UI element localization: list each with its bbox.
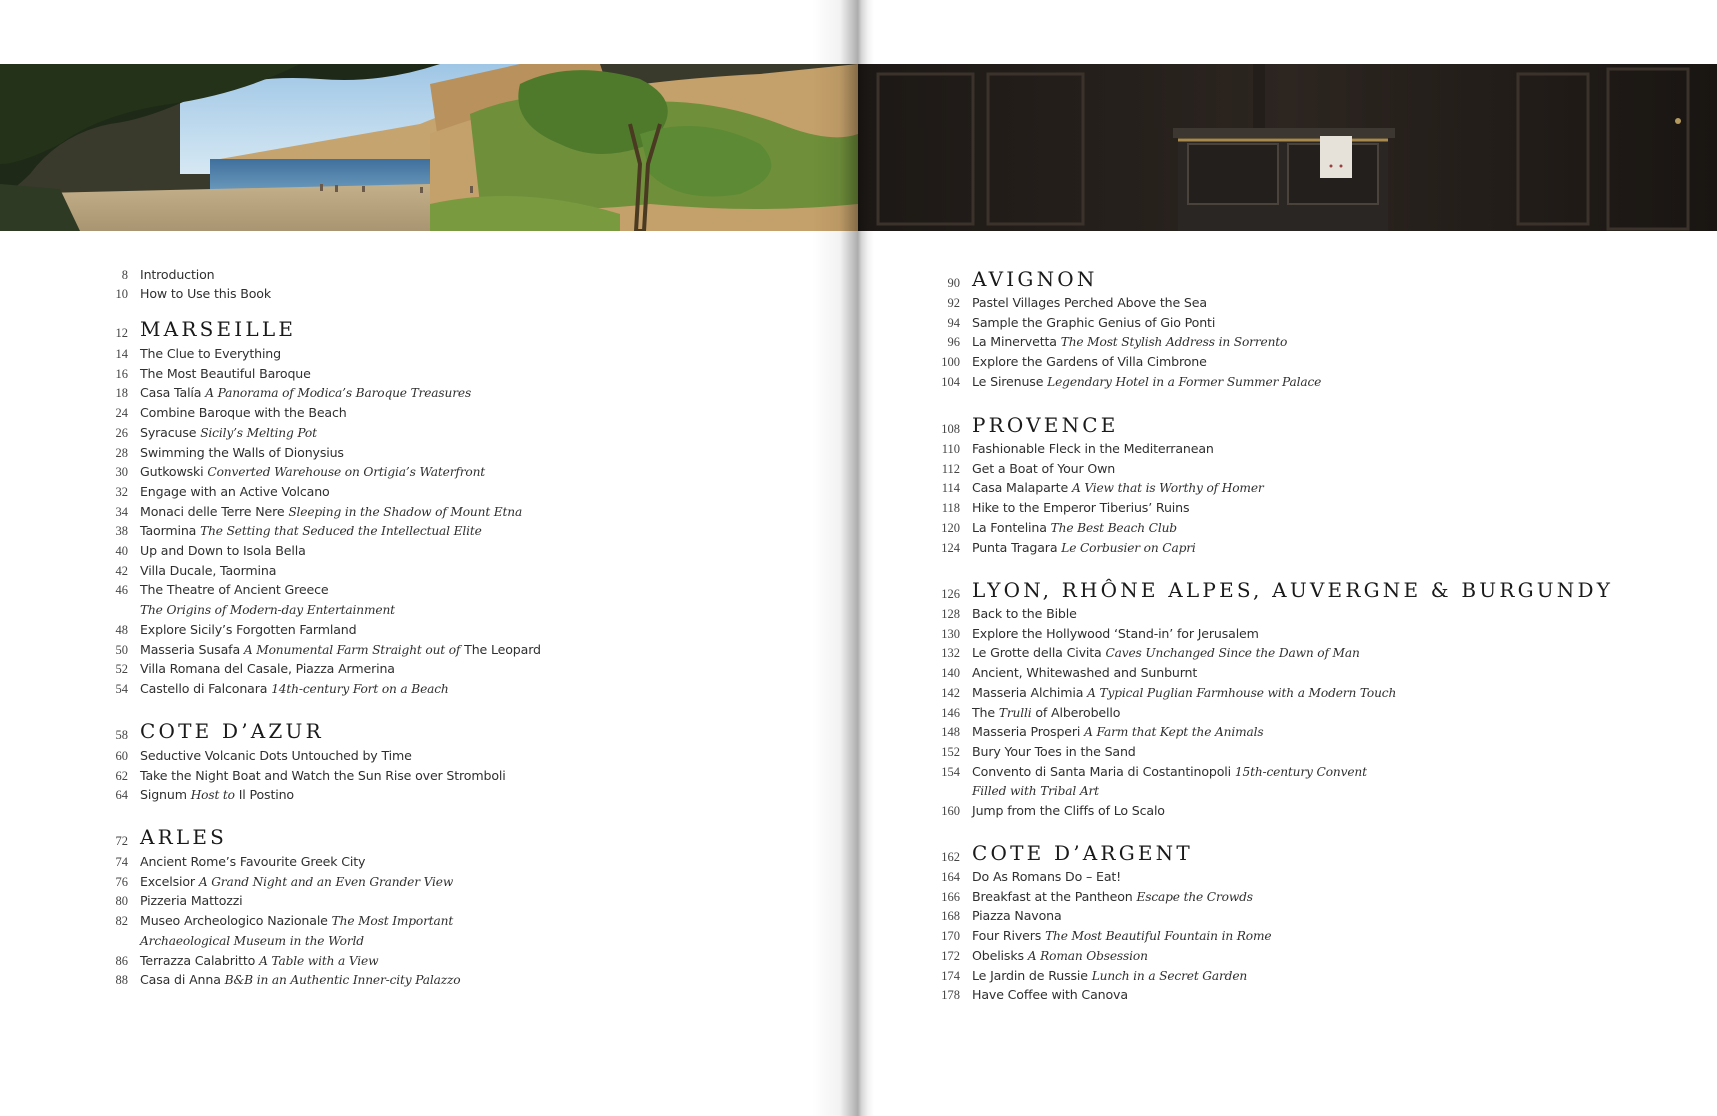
entry-title-text: Museo Archeologico Nazionale <box>140 913 328 929</box>
entry-title-text: La Fontelina <box>972 519 1047 535</box>
entry-title-text: Excelsior <box>140 873 195 889</box>
entry-subtitle: A Typical Puglian Farmhouse with a Modern Touch <box>1087 685 1397 700</box>
entry-title-text: Masseria Prosperi <box>972 724 1081 740</box>
page-number: 114 <box>941 481 960 496</box>
page-number: 160 <box>941 804 960 818</box>
entry-title-text: Up and Down to Isola Bella <box>140 543 306 558</box>
section-title: AVIGNON <box>972 267 1098 291</box>
page-number: 16 <box>115 366 128 381</box>
entry-title <box>972 722 1263 742</box>
entry-title-text: Ancient, Whitewashed and Sunburnt <box>972 665 1198 681</box>
page-number: 42 <box>115 563 128 578</box>
entry-subtitle: Host to <box>190 788 235 803</box>
page-number: 40 <box>115 544 128 558</box>
entry-title-text: Ancient Rome’s Favourite Greek City <box>140 854 366 869</box>
entry-title-text: Masseria Susafa <box>140 641 241 657</box>
entry-title <box>140 659 395 679</box>
entry-title-text: Explore the Hollywood ‘Stand-in’ for Jerusalem <box>972 625 1259 641</box>
entry-title-text: Gutkowski <box>140 464 204 480</box>
entry-subtitle: A Table with a View <box>259 953 379 968</box>
entry-title <box>972 352 1207 372</box>
entry-title-text: Get a Boat of Your Own <box>972 460 1116 476</box>
page-number: 88 <box>115 973 128 988</box>
page-number: 14 <box>115 347 128 361</box>
entry-subtitle: A View that is Worthy of Homer <box>1071 481 1264 496</box>
page-number: 64 <box>115 788 128 803</box>
page-number: 96 <box>947 335 960 350</box>
entry-title-text: Explore Sicily’s Forgotten Farmland <box>140 621 357 637</box>
entry-subtitle: Caves Unchanged Since the Dawn of Man <box>1105 646 1360 661</box>
entry-title-text: Convento di Santa Maria di Costantinopoli <box>972 763 1232 779</box>
page-number: 50 <box>115 642 128 657</box>
entry-title-text: Masseria Alchimia <box>972 684 1084 700</box>
entry-title <box>140 785 294 805</box>
entry-title-text: Take the Night Boat and Watch the Sun Rise over Stromboli <box>140 767 506 783</box>
entry-title: How to Use this Book <box>140 286 271 301</box>
entry-title-text: Villa Ducale, Taormina <box>140 562 277 578</box>
entry-title-text: Jump from the Cliffs of Lo Scalo <box>972 803 1165 818</box>
entry-title <box>140 482 330 502</box>
section-page-number: 72 <box>115 834 128 848</box>
entry-title-text: Hike to the Emperor Tiberius’ Ruins <box>972 500 1190 516</box>
entry-title-text: Piazza Navona <box>972 908 1062 924</box>
page-number: 34 <box>115 504 128 519</box>
page-number: 110 <box>941 442 960 456</box>
entry-title <box>140 620 356 640</box>
page-number: 164 <box>941 870 960 884</box>
entry-title <box>140 911 453 931</box>
entry-subtitle: Trulli <box>998 705 1032 720</box>
entry-subtitle: A Grand Night and an Even Grander View <box>198 874 454 889</box>
entry-title <box>972 926 1271 946</box>
entry-title <box>972 538 1196 558</box>
entry-subtitle-continued: Archaeological Museum in the World <box>140 933 364 948</box>
section-page-number: 162 <box>941 850 960 864</box>
page-number: 120 <box>941 520 960 535</box>
entry-subtitle: 14th-century Fort on a Beach <box>271 681 449 696</box>
page-number: 24 <box>115 406 128 421</box>
entry-title <box>140 746 412 766</box>
entry-title-text: Combine Baroque with the Beach <box>140 405 347 421</box>
page-number: 118 <box>941 501 960 516</box>
page-number: 94 <box>947 315 960 330</box>
entry-title <box>972 683 1396 703</box>
entry-title <box>140 423 317 443</box>
page-number: 28 <box>115 445 128 460</box>
section-page-number: 126 <box>941 587 960 601</box>
page-number: 46 <box>115 583 128 598</box>
page-number: 112 <box>941 461 960 476</box>
entry-subtitle: A Monumental Farm Straight out of <box>243 642 461 657</box>
page-number: 74 <box>115 855 128 869</box>
section-title: LYON, RHÔNE ALPES, AUVERGNE & BURGUNDY <box>972 578 1614 602</box>
page-number: 54 <box>115 681 128 696</box>
entry-title <box>972 439 1214 459</box>
entry-title <box>140 951 378 971</box>
page-number: 128 <box>941 607 960 621</box>
entry-title-text: Casa Talía <box>140 385 202 401</box>
entry-title-text: Punta Tragara <box>972 539 1058 555</box>
entry-title-text: Syracuse <box>140 424 197 440</box>
entry-title <box>972 643 1360 663</box>
entry-subtitle: The Best Beach Club <box>1050 520 1177 535</box>
entry-title-text: Back to the Bible <box>972 606 1077 621</box>
entry-title <box>972 293 1207 313</box>
page-number: 140 <box>941 666 960 681</box>
entry-title-text: Engage with an Active Volcano <box>140 483 330 499</box>
entry-title <box>972 742 1136 762</box>
entry-title-text: The Theatre of Ancient Greece <box>140 582 329 598</box>
entry-title-text: The Clue to Everything <box>140 346 281 361</box>
entry-title-text: Villa Romana del Casale, Piazza Armerina <box>140 661 395 677</box>
entry-subtitle: The Most Important <box>331 914 454 929</box>
entry-title <box>972 604 1077 624</box>
page-number: 82 <box>115 914 128 929</box>
entry-subtitle: Escape the Crowds <box>1136 889 1253 904</box>
section-title: PROVENCE <box>972 413 1119 437</box>
page-number: 154 <box>941 764 960 779</box>
entry-title <box>972 372 1321 392</box>
entry-title <box>140 502 522 522</box>
entry-title-text: Have Coffee with Canova <box>972 987 1128 1003</box>
entry-title-text: Terrazza Calabritto <box>140 952 256 968</box>
page-number: 8 <box>121 268 128 282</box>
entry-subtitle: The Setting that Seduced the Intellectual Elite <box>200 524 482 539</box>
entry-title <box>972 887 1253 907</box>
entry-title <box>972 313 1215 333</box>
entry-title <box>140 383 471 403</box>
entry-title-text: Four Rivers <box>972 928 1042 944</box>
entry-title-text: Le Jardin de Russie <box>972 967 1088 983</box>
entry-title <box>140 462 485 482</box>
entry-subtitle: 15th-century Convent <box>1234 764 1367 779</box>
entry-title <box>140 364 311 384</box>
entry-title-text: Swimming the Walls of Dionysius <box>140 444 344 460</box>
entry-subtitle: Legendary Hotel in a Former Summer Palace <box>1047 374 1322 389</box>
entry-title <box>140 872 453 892</box>
entry-subtitle-continued: The Origins of Modern-day Entertainment <box>140 603 395 618</box>
page-number: 168 <box>941 909 960 924</box>
page-number: 10 <box>115 287 128 301</box>
section-title: COTE D’AZUR <box>140 719 324 743</box>
entry-title <box>972 801 1165 821</box>
page-number: 100 <box>941 355 960 370</box>
page-number: 124 <box>941 540 960 555</box>
entry-title-text: The Most Beautiful Baroque <box>140 365 311 381</box>
entry-title-text: Fashionable Fleck in the Mediterranean <box>972 441 1214 456</box>
page-number: 146 <box>941 705 960 720</box>
page-number: 170 <box>941 929 960 944</box>
entry-subtitle: Sicily’s Melting Pot <box>200 425 317 440</box>
cove-photo <box>0 64 858 231</box>
entry-title <box>972 332 1287 352</box>
entry-subtitle: Lunch in a Secret Garden <box>1091 968 1248 983</box>
page-number: 104 <box>941 374 960 389</box>
page-number: 86 <box>115 953 128 968</box>
entry-title <box>972 459 1115 479</box>
entry-title-text: Le Grotte della Civita <box>972 645 1102 661</box>
page-number: 132 <box>941 646 960 661</box>
entry-title <box>972 478 1264 498</box>
entry-title <box>140 521 482 541</box>
page-number: 18 <box>115 386 128 401</box>
page-number: 92 <box>947 296 960 310</box>
page-number: 152 <box>941 744 960 759</box>
entry-title <box>972 867 1121 887</box>
page-number: 32 <box>115 484 128 499</box>
entry-title <box>140 403 347 423</box>
entry-title <box>972 762 1367 782</box>
entry-subtitle: Le Corbusier on Capri <box>1061 540 1196 555</box>
page-number: 62 <box>115 768 128 783</box>
entry-subtitle: A Panorama of Modica’s Baroque Treasures <box>205 386 472 401</box>
entry-subtitle: Sleeping in the Shadow of Mount Etna <box>288 504 523 519</box>
entry-title <box>972 985 1128 1005</box>
section-title: ARLES <box>140 825 228 849</box>
entry-title-text: Breakfast at the Pantheon <box>972 888 1133 904</box>
page-number: 148 <box>941 725 960 740</box>
entry-title-text: La Minervetta <box>972 334 1057 350</box>
entry-subtitle-continued: Filled with Tribal Art <box>972 784 1099 799</box>
entry-title-text: Pizzeria Mattozzi <box>140 893 243 909</box>
entry-title <box>972 624 1259 644</box>
entry-title <box>972 906 1062 926</box>
entry-title-text: Obelisks <box>972 947 1024 963</box>
entry-title-text: Taormina <box>140 523 197 539</box>
entry-title <box>972 946 1148 966</box>
entry-title-text: Sample the Graphic Genius of Gio Ponti <box>972 314 1216 330</box>
entry-title <box>140 561 276 581</box>
entry-title-text: Castello di Falconara <box>140 680 268 696</box>
page-number: 48 <box>115 622 128 637</box>
entry-title-text: The <box>972 704 995 720</box>
page-number: 26 <box>115 425 128 440</box>
entry-title <box>972 703 1120 723</box>
entry-suffix: Il Postino <box>238 787 294 803</box>
page-number: 142 <box>941 685 960 700</box>
entry-title-text: Seductive Volcanic Dots Untouched by Time <box>140 748 412 763</box>
entry-title <box>972 663 1197 683</box>
section-page-number: 12 <box>115 326 128 340</box>
entry-title <box>140 679 449 699</box>
entry-title <box>972 966 1247 986</box>
page-number: 80 <box>115 894 128 909</box>
entry-suffix: of Alberobello <box>1035 704 1121 720</box>
entry-title <box>140 541 306 561</box>
entry-title-text: Casa Malaparte <box>972 480 1069 496</box>
entry-title <box>140 344 281 364</box>
entry-subtitle: The Most Stylish Address in Sorrento <box>1060 335 1288 350</box>
entry-title <box>972 498 1189 518</box>
entry-subtitle: The Most Beautiful Fountain in Rome <box>1045 929 1272 944</box>
entry-subtitle: A Roman Obsession <box>1027 948 1148 963</box>
section-page-number: 58 <box>115 728 128 742</box>
page-number: 178 <box>941 988 960 1003</box>
page-number: 130 <box>941 626 960 641</box>
page-number: 166 <box>941 889 960 904</box>
section-page-number: 90 <box>947 276 960 290</box>
interior-photo <box>858 64 1717 231</box>
entry-title <box>140 970 460 990</box>
entry-title-text: Le Sirenuse <box>972 373 1044 389</box>
entry-title-text: Pastel Villages Perched Above the Sea <box>972 295 1207 310</box>
page-number: 30 <box>115 465 128 480</box>
entry-title-text: Monaci delle Terre Nere <box>140 503 285 519</box>
entry-subtitle: A Farm that Kept the Animals <box>1084 725 1264 740</box>
section-title: MARSEILLE <box>140 317 297 341</box>
entry-title: Introduction <box>140 267 215 282</box>
entry-suffix: The Leopard <box>464 641 541 657</box>
entry-title <box>140 580 328 600</box>
entry-title-text: Signum <box>140 787 187 803</box>
entry-title-text: Do As Romans Do – Eat! <box>972 869 1122 884</box>
entry-title <box>140 640 541 660</box>
entry-title <box>140 891 243 911</box>
page-number: 172 <box>941 948 960 963</box>
entry-title-text: Explore the Gardens of Villa Cimbrone <box>972 354 1207 370</box>
section-title: COTE D’ARGENT <box>972 841 1193 865</box>
page-number: 38 <box>115 524 128 539</box>
page-number: 76 <box>115 874 128 889</box>
entry-title <box>140 852 365 872</box>
page-number: 60 <box>115 749 128 763</box>
entry-subtitle: Converted Warehouse on Ortigia’s Waterfront <box>207 465 486 480</box>
entry-subtitle: B&B in an Authentic Inner-city Palazzo <box>224 973 461 988</box>
entry-title <box>140 443 344 463</box>
entry-title-text: Bury Your Toes in the Sand <box>972 743 1136 759</box>
entry-title-text: Casa di Anna <box>140 972 221 988</box>
section-page-number: 108 <box>941 422 960 436</box>
entry-title <box>972 518 1177 538</box>
page-number: 52 <box>115 662 128 677</box>
page-number: 174 <box>941 968 960 983</box>
entry-title <box>140 766 506 786</box>
